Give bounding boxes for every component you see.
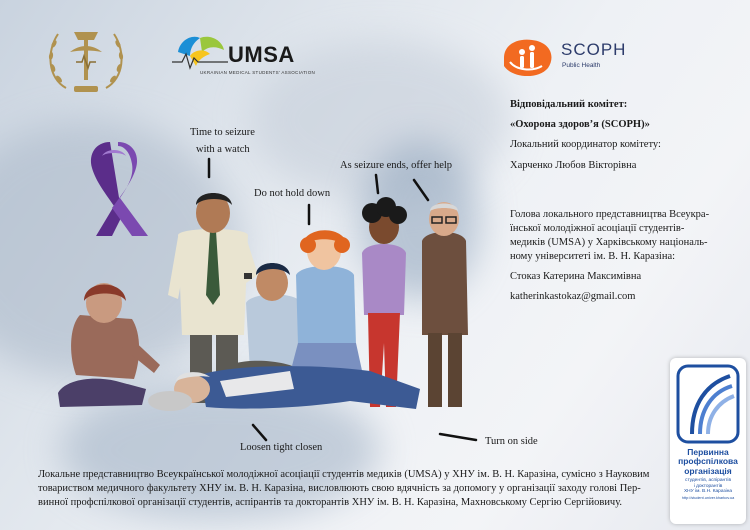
- umsa-logo-text: UMSA: [228, 42, 295, 67]
- older-man: [422, 202, 468, 407]
- red-haired-woman: [286, 230, 366, 389]
- committee-heading: Відповідальний комітет:: [510, 99, 628, 110]
- union-title: Первинна: [687, 447, 729, 457]
- footer-line: товариством медичного факультету ХНУ ім. В. Н. Каразіна, висловлюють свою вдячність за допомогу у організації заходу голові Пер-: [38, 483, 641, 495]
- label-with-a-watch: with a watch: [196, 144, 250, 155]
- head-email[interactable]: katherinkastokaz@gmail.com: [510, 291, 636, 303]
- head-block: [510, 208, 709, 304]
- committee-block: [510, 98, 661, 172]
- scoph-logo-subtitle: Public Health: [562, 62, 601, 69]
- union-logo: [670, 358, 746, 524]
- label-do-not-hold: Do not hold down: [254, 188, 331, 199]
- union-subtitle: і докторантів: [693, 483, 723, 489]
- head-name: Стоказ Катерина Максимівна: [510, 271, 642, 283]
- head-line: їнської молодіжної асоціації студентів-: [510, 222, 685, 234]
- kneeling-woman: [58, 283, 160, 407]
- coordinator-name: Харченко Любов Вікторівна: [510, 159, 637, 171]
- union-subtitle: ХНУ ім. В.Н. Каразіна: [683, 489, 733, 495]
- union-emblem: [676, 364, 740, 444]
- label-loosen: Loosen tight closen: [240, 442, 323, 453]
- seizure-first-aid-illustration: [50, 175, 470, 430]
- scoph-logo-text: SCOPH: [561, 40, 627, 59]
- head-line: медиків (UMSA) у Харківському національ-: [510, 236, 708, 248]
- umsa-logo-subtitle: UKRAINIAN MEDICAL STUDENTS' ASSOCIATION: [200, 70, 316, 75]
- union-url[interactable]: http://student.univer.kharkov.ua: [681, 495, 735, 500]
- coordinator-label: Локальний координатор комітету:: [510, 138, 661, 150]
- label-seizure-ends: As seizure ends, offer help: [340, 160, 453, 171]
- footer-line: винної профспілкової організації студентів, аспірантів та докторантів ХНУ ім. В. Н. Каразіна, Махновському Сергію Сергійовичу.: [38, 497, 623, 509]
- label-turn-on-side: Turn on side: [485, 436, 538, 447]
- head-line: Голова локального представництва Всеукра-: [510, 209, 710, 220]
- footer-line: Локальне представництво Всеукраїнської молодіжної асоціації студентів медиків (UMSA) у ХНУ ім. В. Н. Каразіна, сумісно з Науковим: [38, 469, 650, 480]
- label-time-to-seizure: Time to seizure: [190, 127, 255, 138]
- union-title: організація: [684, 465, 732, 476]
- union-subtitle: студентів, аспірантів: [684, 478, 731, 484]
- footer-acknowledgement: [38, 468, 668, 511]
- head-line: ному університеті ім. В. Н. Каразіна:: [510, 250, 676, 262]
- committee-name: «Охорона здоров’я (SCOPH)»: [510, 118, 650, 130]
- union-title: профспілкова: [678, 456, 738, 467]
